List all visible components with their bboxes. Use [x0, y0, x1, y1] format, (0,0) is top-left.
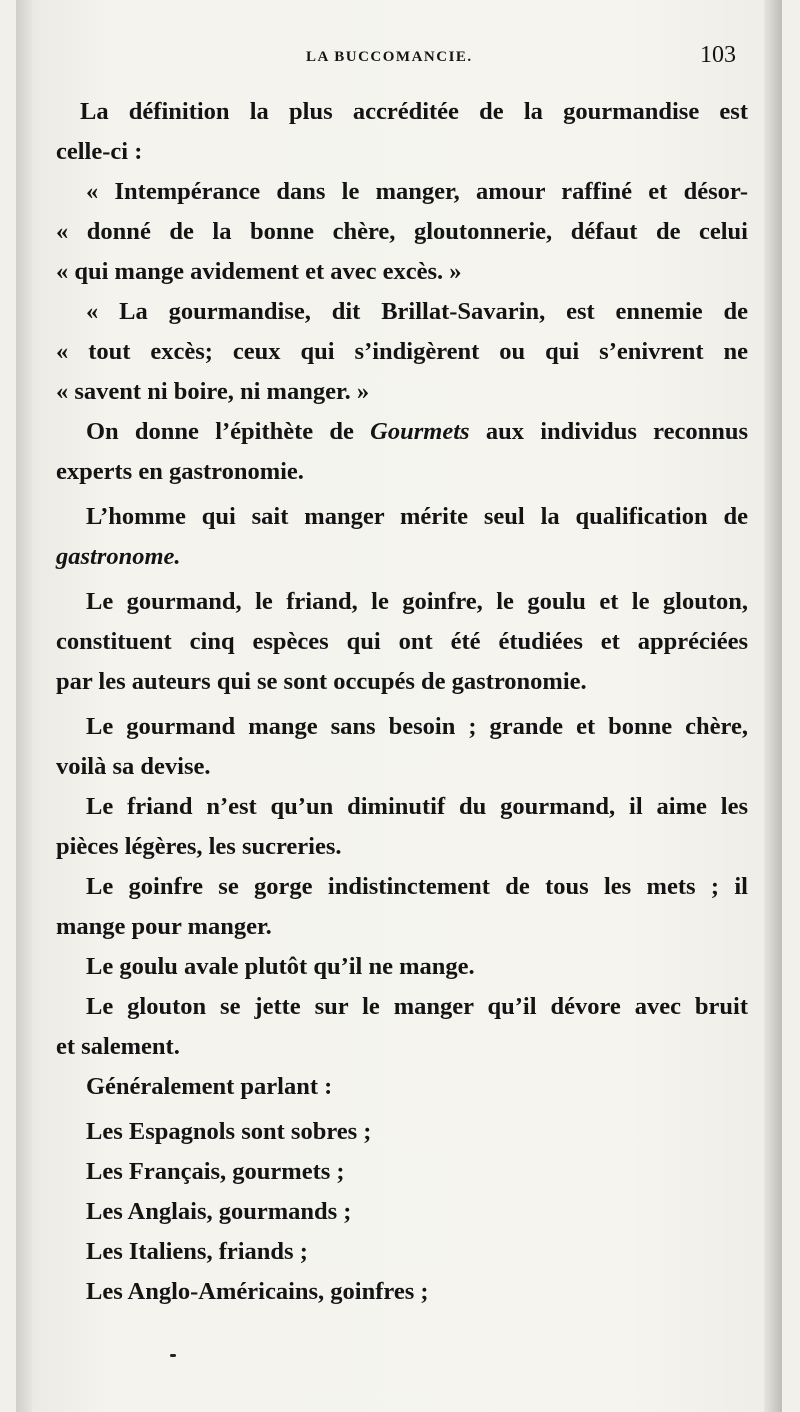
body-text — [56, 92, 748, 1312]
quote-line: « Intempérance dans le manger, amour raffiné et désor- — [86, 178, 748, 205]
text-line: Le goinfre se gorge indistinctement de tous les mets ; il — [86, 873, 748, 900]
text-line: experts en gastronomie. — [56, 458, 304, 485]
list-item: Les Italiens, friands ; — [86, 1238, 308, 1265]
italic-term-gastronome: gastronome. — [56, 543, 181, 570]
quote-line: « donné de la bonne chère, gloutonnerie, défaut de celui — [56, 218, 748, 245]
text-line: par les auteurs qui se sont occupés de gastronomie. — [56, 668, 587, 695]
text-line: La définition la plus accréditée de la gourmandise est — [80, 98, 748, 125]
italic-term-gourmets: Gourmets — [370, 418, 470, 445]
text-line — [56, 537, 748, 577]
running-title: LA BUCCOMANCIE. — [306, 49, 473, 65]
page-number: 103 — [700, 42, 736, 68]
text-line: celle-ci : — [56, 138, 143, 165]
text-line: et salement. — [56, 1033, 180, 1060]
quote-line: « La gourmandise, dit Brillat-Savarin, est ennemie de — [86, 298, 748, 325]
text-line: L’homme qui sait manger mérite seul la qualification de — [86, 503, 748, 530]
quote-line: « savent ni boire, ni manger. » — [56, 378, 370, 405]
text-line: constituent cinq espèces qui ont été étudiées et appréciées — [56, 628, 748, 655]
text-line: pièces légères, les sucreries. — [56, 833, 342, 860]
page-right-edge — [764, 0, 782, 1412]
text-line: Le glouton se jette sur le manger qu’il dévore avec bruit — [86, 993, 748, 1020]
quote-line: « qui mange avidement et avec excès. » — [56, 258, 462, 285]
list-item: Les Français, gourmets ; — [86, 1158, 345, 1185]
text-line: mange pour manger. — [56, 913, 272, 940]
list-item: Les Anglo-Américains, goinfres ; — [86, 1278, 429, 1305]
page-left-edge — [16, 0, 32, 1412]
text-line: Le gourmand mange sans besoin ; grande et bonne chère, — [86, 713, 748, 740]
text-span: aux individus reconnus — [469, 418, 748, 445]
list-item: Les Espagnols sont sobres ; — [86, 1118, 372, 1145]
quote-line: « tout excès; ceux qui s’indigèrent ou qui s’enivrent ne — [56, 338, 748, 365]
text-line: Le friand n’est qu’un diminutif du gourmand, il aime les — [86, 793, 748, 820]
text-line: voilà sa devise. — [56, 753, 211, 780]
list-item: Les Anglais, gourmands ; — [86, 1198, 352, 1225]
text-line: Le gourmand, le friand, le goinfre, le goulu et le glouton, — [86, 588, 748, 615]
text-line — [56, 412, 748, 452]
text-span: On donne l’épithète de — [86, 418, 371, 445]
ink-speck — [170, 1354, 176, 1357]
text-line: Le goulu avale plutôt qu’il ne mange. — [86, 953, 475, 980]
text-line: Généralement parlant : — [86, 1073, 333, 1100]
